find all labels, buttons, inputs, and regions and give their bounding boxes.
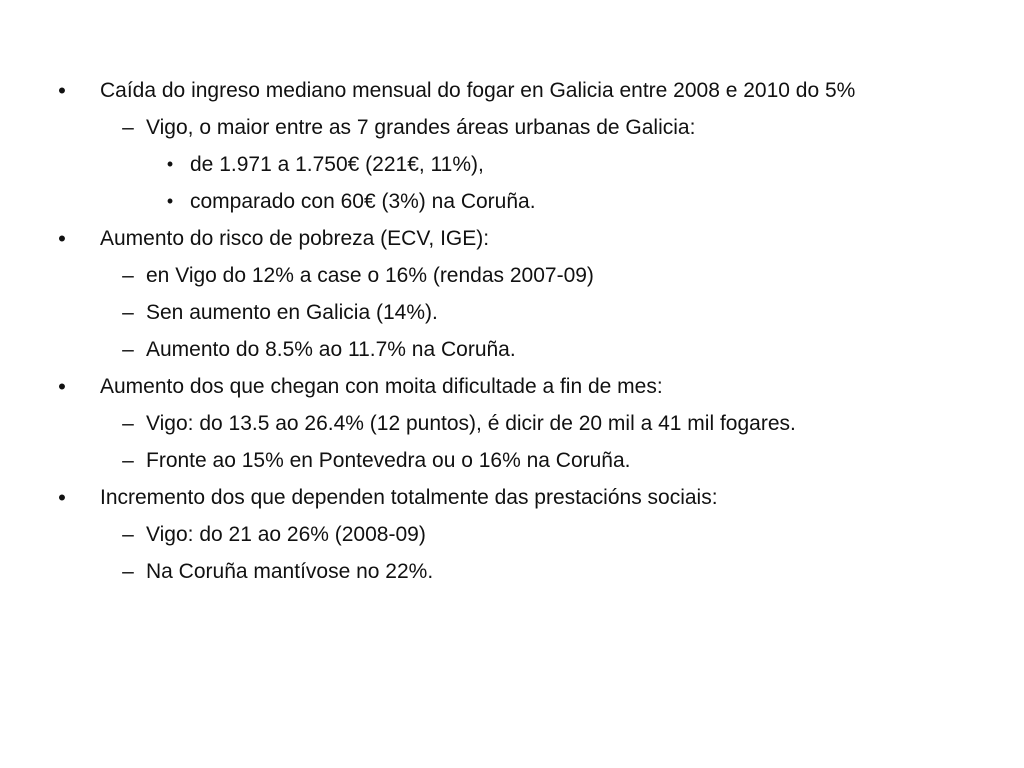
bullet-marker: • <box>58 226 66 251</box>
sub-bullet-text: Aumento do 8.5% ao 11.7% na Coruña. <box>146 338 516 361</box>
bullet-list <box>0 72 1024 590</box>
bullet-marker: • <box>58 78 66 103</box>
sub-sub-bullet-text: de 1.971 a 1.750€ (221€, 11%), <box>190 153 484 176</box>
sub-bullet-text: Sen aumento en Galicia (14%). <box>146 301 438 324</box>
sub-bullet-text: Vigo: do 13.5 ao 26.4% (12 puntos), é dicir de 20 mil a 41 mil fogares. <box>146 412 796 435</box>
dash-marker: – <box>122 338 134 361</box>
dash-marker: – <box>122 412 134 435</box>
sub-bullet-item <box>0 442 1024 479</box>
sub-bullet-item <box>0 257 1024 294</box>
bullet-marker: • <box>166 154 174 174</box>
bullet-item <box>0 72 1024 109</box>
bullet-item <box>0 479 1024 516</box>
dash-marker: – <box>122 264 134 287</box>
dash-marker: – <box>122 301 134 324</box>
sub-bullet-text: Na Coruña mantívose no 22%. <box>146 560 434 583</box>
sub-bullet-text: Fronte ao 15% en Pontevedra ou o 16% na Coruña. <box>146 449 631 472</box>
sub-sub-bullet-item <box>0 183 1024 220</box>
bullet-text: Incremento dos que dependen totalmente das prestacións sociais: <box>100 486 718 509</box>
bullet-marker: • <box>166 191 174 211</box>
dash-marker: – <box>122 560 134 583</box>
sub-bullet-item <box>0 331 1024 368</box>
sub-bullet-item <box>0 294 1024 331</box>
sub-bullet-text: Vigo: do 21 ao 26% (2008-09) <box>146 523 426 546</box>
sub-bullet-item <box>0 405 1024 442</box>
sub-bullet-item <box>0 109 1024 146</box>
sub-sub-bullet-item <box>0 146 1024 183</box>
bullet-text: Aumento dos que chegan con moita dificultade a fin de mes: <box>100 375 663 398</box>
sub-sub-bullet-text: comparado con 60€ (3%) na Coruña. <box>190 190 536 213</box>
sub-bullet-item <box>0 516 1024 553</box>
sub-bullet-item <box>0 553 1024 590</box>
sub-bullet-text: Vigo, o maior entre as 7 grandes áreas urbanas de Galicia: <box>146 116 696 139</box>
dash-marker: – <box>122 449 134 472</box>
bullet-marker: • <box>58 485 66 510</box>
dash-marker: – <box>122 523 134 546</box>
dash-marker: – <box>122 116 134 139</box>
bullet-item <box>0 368 1024 405</box>
bullet-marker: • <box>58 374 66 399</box>
bullet-item <box>0 220 1024 257</box>
bullet-text: Aumento do risco de pobreza (ECV, IGE): <box>100 227 490 250</box>
sub-bullet-text: en Vigo do 12% a case o 16% (rendas 2007-09) <box>146 264 594 287</box>
bullet-text: Caída do ingreso mediano mensual do fogar en Galicia entre 2008 e 2010 do 5% <box>100 79 856 102</box>
